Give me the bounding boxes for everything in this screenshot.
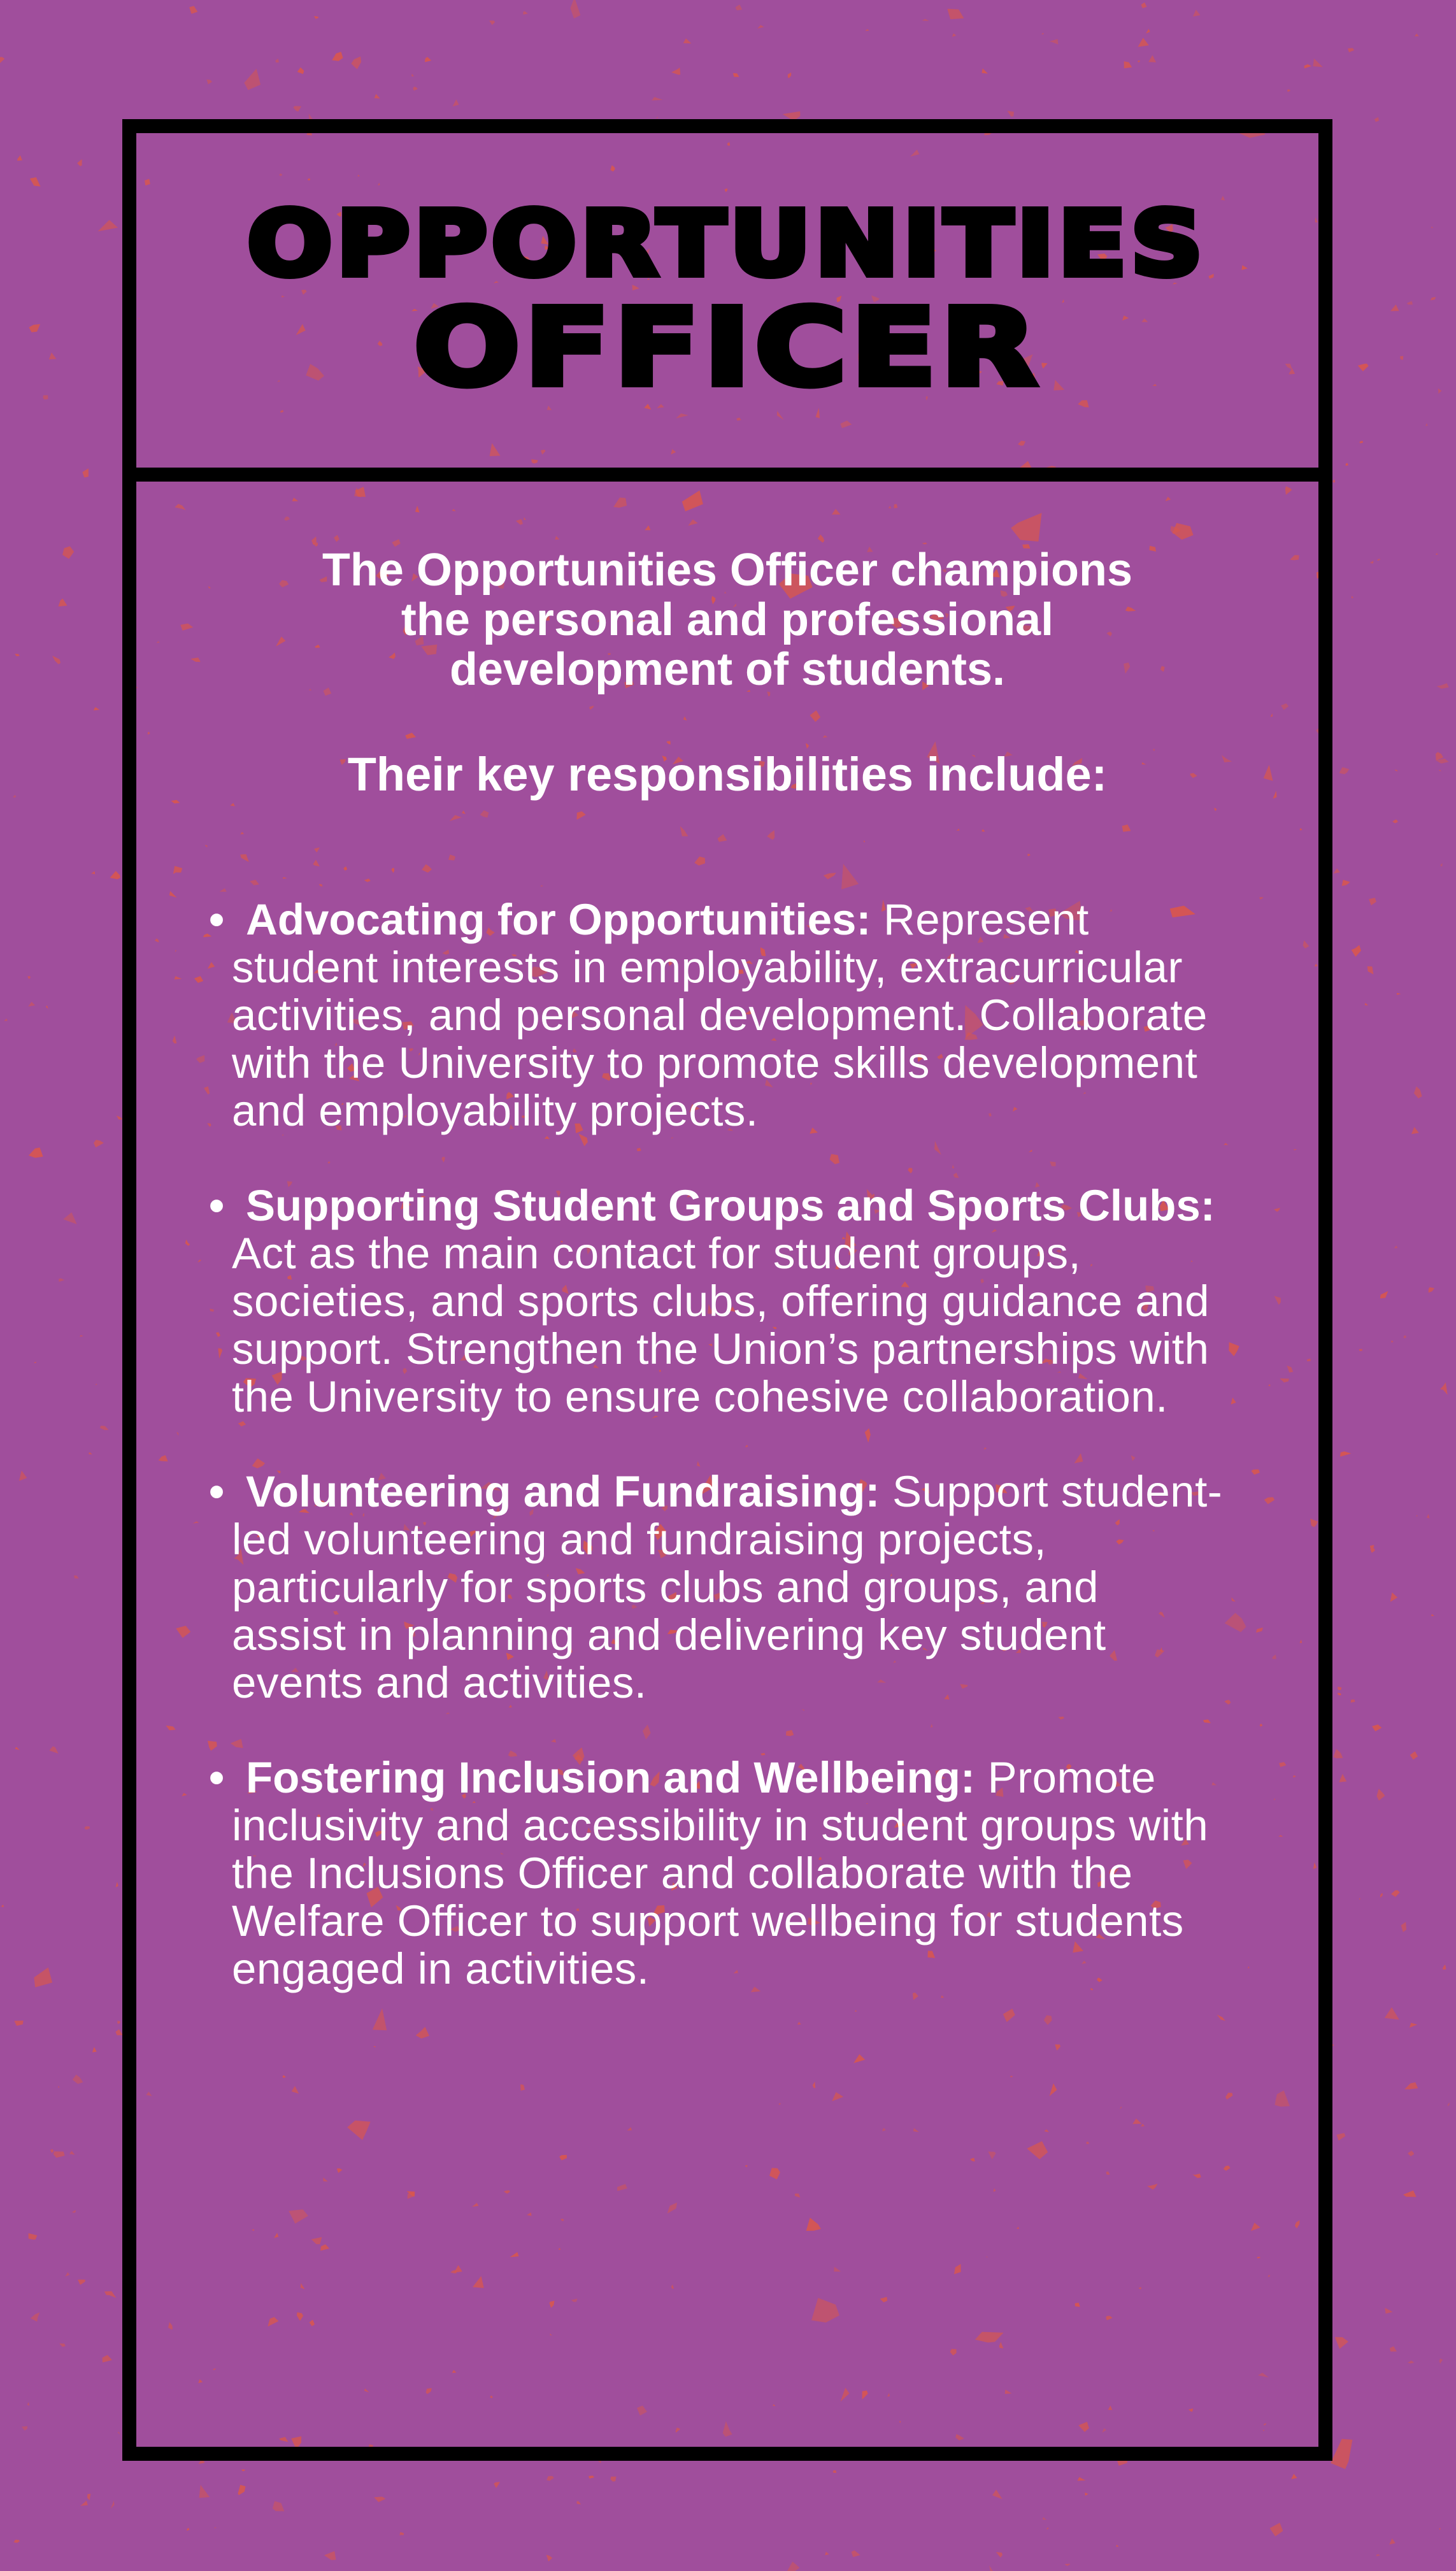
speckle-mark [611, 2477, 617, 2482]
speckle-mark [72, 2210, 76, 2212]
speckle-mark [1395, 770, 1398, 771]
speckle-mark [111, 2501, 115, 2509]
speckle-mark [1335, 2337, 1348, 2349]
responsibilities-list [209, 895, 1225, 2040]
speckle-mark [1333, 868, 1340, 873]
responsibility-text: Promote inclusivity and accessibility in student groups with the Inclusions Officer and collaborate with the Welfare Officer to support wellbeing for students engaged in activities. [232, 1753, 1209, 1993]
speckle-mark [1146, 29, 1150, 33]
content-frame [122, 119, 1332, 2461]
responsibility-item [209, 895, 1225, 1135]
speckle-mark [65, 2272, 69, 2277]
speckle-mark [1065, 2564, 1071, 2567]
speckle-mark [571, 0, 581, 18]
speckle-mark [1407, 301, 1413, 305]
speckle-mark [118, 2431, 120, 2435]
speckle-mark [92, 2047, 97, 2052]
speckle-mark [489, 20, 495, 25]
speckle-mark [1346, 463, 1349, 466]
speckle-mark [952, 33, 956, 37]
speckle-mark [1042, 2517, 1046, 2520]
speckle-mark [58, 2086, 59, 2088]
speckle-mark [297, 68, 304, 75]
speckle-mark [1193, 10, 1201, 17]
speckle-mark [1287, 89, 1290, 92]
speckle-mark [671, 68, 680, 75]
bullet-icon: • [209, 1753, 225, 1802]
speckle-mark [351, 57, 361, 69]
speckle-mark [494, 2482, 500, 2488]
speckle-mark [0, 57, 4, 64]
speckle-mark [1371, 1547, 1375, 1553]
speckle-mark [1440, 863, 1442, 867]
speckle-mark [29, 2233, 38, 2240]
speckle-mark [992, 2489, 1003, 2499]
speckle-mark [683, 38, 692, 43]
speckle-mark [52, 655, 61, 664]
responsibility-text: Represent student interests in employability, extracurricular activities, and personal development. Collaborate with the University to promote skills development and employability projects. [232, 895, 1208, 1135]
speckle-mark [1376, 1789, 1385, 1801]
speckle-mark [1365, 1003, 1369, 1005]
speckle-mark [1332, 479, 1335, 482]
speckle-mark [1338, 1687, 1341, 1690]
speckle-mark [1352, 945, 1361, 957]
speckle-mark [1408, 2361, 1414, 2364]
speckle-mark [1397, 993, 1401, 995]
speckle-mark [1439, 2528, 1441, 2530]
speckle-mark [1390, 2346, 1397, 2351]
speckle-mark [425, 57, 431, 62]
speckle-mark [453, 99, 459, 106]
speckle-mark [1438, 389, 1441, 394]
speckle-mark [103, 2355, 113, 2363]
intro-line: development of students. [449, 644, 1006, 695]
speckle-mark [29, 324, 40, 333]
speckle-mark [656, 117, 658, 118]
speckle-mark [14, 2021, 23, 2026]
speckle-mark [399, 2532, 404, 2535]
key-responsibilities-heading: Their key responsibilities include: [347, 748, 1108, 801]
responsibility-text: Act as the main contact for student groups, societies, and sports clubs, offering guidance and support. Strengthen the Union’s partnerships with the University to ensure cohesive collaboration. [232, 1229, 1210, 1421]
speckle-mark [1425, 423, 1428, 426]
speckle-mark [80, 2501, 88, 2506]
speckle-mark [28, 1002, 35, 1007]
responsibility-heading: Fostering Inclusion and Wellbeing: [246, 1753, 975, 1802]
speckle-mark [91, 871, 95, 875]
speckle-mark [411, 74, 414, 76]
speckle-mark [652, 97, 662, 100]
speckle-mark [1404, 2082, 1418, 2089]
speckle-mark [1437, 684, 1449, 689]
speckle-mark [59, 2344, 66, 2347]
speckle-mark [1427, 1514, 1430, 1519]
intro-line: The Opportunities Officer champions [322, 545, 1133, 596]
speckle-mark [74, 1575, 79, 1579]
speckle-mark [1085, 2493, 1088, 2496]
responsibility-item [209, 1753, 1225, 1993]
speckle-mark [1369, 898, 1376, 905]
speckle-mark [1339, 767, 1350, 774]
speckle-mark [62, 547, 74, 559]
speckle-mark [241, 2469, 246, 2471]
speckle-mark [1391, 1341, 1394, 1343]
speckle-mark [1138, 38, 1149, 47]
speckle-mark [13, 795, 16, 798]
title-line-officer: OFFICER [413, 286, 1041, 410]
speckle-mark [1291, 2474, 1297, 2479]
speckle-mark [1358, 364, 1369, 371]
speckle-mark [1342, 880, 1350, 886]
description-panel [136, 482, 1318, 2447]
responsibility-item [209, 1181, 1225, 1421]
speckle-mark [1401, 1922, 1406, 1932]
speckle-mark [1408, 2151, 1414, 2156]
speckle-mark [1367, 966, 1374, 975]
speckle-mark [1046, 2528, 1049, 2530]
responsibility-heading: Volunteering and Fundraising: [246, 1467, 880, 1516]
speckle-mark [1374, 117, 1379, 122]
speckle-mark [1331, 2439, 1352, 2469]
speckle-mark [782, 2561, 799, 2571]
speckle-mark [1124, 61, 1132, 68]
speckle-mark [981, 68, 988, 73]
speckle-mark [94, 707, 100, 710]
bullet-icon: • [209, 895, 225, 944]
speckle-mark [1348, 48, 1354, 52]
speckle-mark [117, 2021, 120, 2024]
speckle-mark [1337, 2133, 1346, 2140]
speckle-mark [116, 1882, 118, 1887]
speckle-mark [104, 2291, 117, 2298]
speckle-mark [1352, 596, 1353, 598]
speckle-mark [98, 220, 118, 231]
speckle-mark [996, 2552, 1003, 2558]
speckle-mark [1439, 2359, 1443, 2364]
speckle-mark [1429, 1287, 1434, 1293]
speckle-mark [1385, 2308, 1393, 2314]
speckle-mark [788, 73, 791, 78]
speckle-mark [46, 1005, 48, 1009]
speckle-mark [31, 2312, 39, 2322]
speckle-mark [546, 2476, 554, 2481]
speckle-mark [1389, 2539, 1395, 2545]
speckle-mark [80, 1335, 83, 1336]
speckle-mark [244, 69, 261, 90]
speckle-mark [947, 9, 964, 20]
speckle-mark [523, 11, 528, 15]
speckle-mark [1313, 59, 1324, 68]
speckle-mark [22, 2426, 27, 2431]
responsibility-text: Support student-led volunteering and fundraising projects, particularly for sports clubs and groups, and assist in planning and delivering key student events and activities. [232, 1467, 1223, 1707]
speckle-mark [314, 16, 319, 18]
speckle-mark [374, 2496, 385, 2502]
speckle-mark [922, 19, 929, 21]
title-box [136, 133, 1318, 482]
speckle-mark [1394, 1245, 1398, 1248]
speckle-mark [1410, 2023, 1417, 2028]
speckle-mark [59, 599, 68, 607]
speckle-mark [34, 1968, 52, 1987]
speckle-mark [63, 1212, 76, 1224]
speckle-mark [1050, 39, 1059, 45]
speckle-mark [1385, 2007, 1399, 2020]
speckle-mark [1403, 2191, 1417, 2197]
speckle-mark [1431, 1614, 1434, 1616]
speckle-mark [1372, 1724, 1381, 1731]
speckle-mark [989, 2565, 994, 2571]
speckle-mark [1410, 1751, 1418, 1759]
speckle-mark [1333, 1749, 1343, 1759]
bullet-icon: • [209, 1467, 225, 1516]
speckle-mark [1141, 3, 1147, 8]
speckle-mark [375, 94, 380, 99]
speckle-mark [1359, 1898, 1360, 1900]
speckle-mark [1340, 1451, 1352, 1456]
speckle-mark [1431, 297, 1436, 300]
responsibility-item [209, 1467, 1225, 1707]
speckle-mark [1338, 1693, 1341, 1695]
speckle-mark [78, 2280, 85, 2285]
speckle-mark [238, 2485, 245, 2495]
speckle-mark [1360, 441, 1364, 443]
speckle-mark [100, 1426, 109, 1430]
speckle-mark [1117, 2545, 1119, 2547]
speckle-mark [852, 2551, 860, 2558]
speckle-mark [576, 2502, 581, 2505]
speckle-mark [1339, 1774, 1346, 1782]
speckle-mark [29, 1147, 43, 1157]
responsibility-heading: Advocating for Opportunities: [246, 895, 871, 944]
speckle-mark [1390, 304, 1399, 311]
speckle-mark [1138, 61, 1140, 62]
speckle-mark [4, 1019, 7, 1021]
speckle-mark [110, 871, 120, 879]
speckle-mark [54, 2151, 65, 2158]
speckle-mark [1359, 1349, 1362, 1352]
speckle-mark [1351, 1700, 1355, 1703]
speckle-mark [27, 2402, 30, 2406]
speckle-mark [1392, 820, 1398, 824]
speckle-mark [757, 25, 764, 29]
speckle-mark [589, 2475, 594, 2479]
speckle-mark [214, 2527, 217, 2528]
speckle-mark [1415, 34, 1419, 37]
speckle-mark [332, 52, 343, 61]
speckle-mark [1391, 1890, 1400, 1897]
speckle-mark [17, 155, 22, 161]
speckle-mark [187, 2528, 189, 2531]
bullet-icon: • [209, 1181, 225, 1230]
speckle-mark [293, 106, 301, 111]
speckle-mark [1380, 1893, 1383, 1898]
speckle-mark [546, 2555, 553, 2562]
speckle-mark [1270, 2523, 1283, 2536]
speckle-mark [43, 395, 48, 399]
speckle-mark [1377, 559, 1380, 561]
speckle-mark [117, 1115, 122, 1119]
speckle-mark [82, 468, 89, 477]
speckle-mark [1370, 561, 1373, 564]
speckle-mark [275, 59, 279, 62]
speckle-mark [833, 2470, 837, 2473]
speckle-mark [30, 177, 41, 187]
speckle-mark [84, 1826, 90, 1830]
speckle-mark [69, 2151, 75, 2154]
speckle-mark [199, 2485, 210, 2498]
speckle-mark [1370, 1545, 1374, 1548]
speckle-mark [1041, 33, 1044, 34]
speckle-mark [825, 2552, 829, 2555]
speckle-mark [1440, 1382, 1448, 1395]
speckle-mark [1008, 111, 1014, 117]
intro-line: the personal and professional [401, 594, 1054, 645]
speckle-mark [733, 73, 739, 77]
speckle-mark [1414, 1086, 1422, 1098]
speckle-mark [1436, 553, 1438, 555]
speckle-mark [1404, 1336, 1406, 1338]
speckle-mark [13, 2540, 20, 2543]
speckle-mark [94, 1140, 104, 1147]
speckle-mark [73, 2075, 83, 2084]
speckle-mark [1078, 2477, 1086, 2481]
speckle-mark [1400, 356, 1403, 360]
speckle-mark [1, 1905, 4, 1907]
speckle-mark [1411, 1127, 1419, 1134]
speckle-mark [49, 352, 57, 359]
intro-paragraph [200, 545, 1255, 694]
speckle-mark [50, 2149, 54, 2153]
speckle-mark [95, 1384, 97, 1386]
speckle-mark [1431, 227, 1433, 228]
speckle-mark [865, 29, 869, 31]
speckle-mark [413, 87, 417, 91]
speckle-mark [1443, 1965, 1446, 1970]
speckle-mark [1304, 64, 1311, 69]
responsibility-heading: Supporting Student Groups and Sports Clubs: [246, 1181, 1215, 1230]
speckle-mark [1448, 2103, 1450, 2107]
title-line-opportunities: OPPORTUNITIES [247, 192, 1208, 296]
speckle-mark [1390, 1593, 1397, 1602]
speckle-mark [89, 1452, 92, 1454]
speckle-mark [273, 2501, 285, 2511]
speckle-mark [15, 654, 20, 657]
speckle-mark [324, 2551, 336, 2560]
speckle-mark [87, 2494, 91, 2501]
speckle-mark [735, 4, 742, 10]
speckle-mark [34, 1362, 37, 1363]
speckle-mark [1439, 770, 1441, 771]
speckle-mark [49, 1746, 58, 1754]
speckle-mark [189, 6, 197, 13]
speckle-mark [27, 976, 31, 979]
speckle-mark [1417, 1515, 1418, 1517]
speckle-mark [19, 1471, 27, 1481]
speckle-mark [59, 1278, 64, 1282]
speckle-mark [77, 159, 82, 166]
speckle-mark [15, 1747, 19, 1750]
speckle-mark [1376, 2554, 1380, 2556]
speckle-mark [206, 80, 212, 85]
speckle-mark [1380, 1291, 1388, 1299]
speckle-mark [1148, 55, 1156, 62]
